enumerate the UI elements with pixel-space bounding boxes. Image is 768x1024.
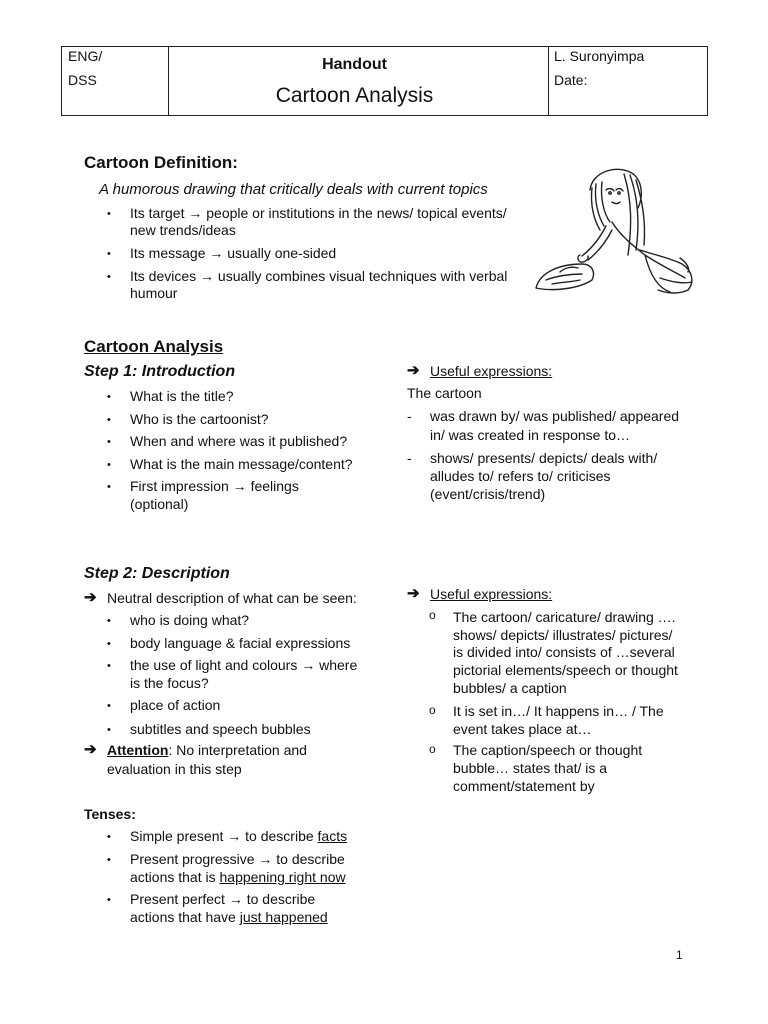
arrow-icon: ➔ [84, 741, 97, 758]
bullet: • [107, 660, 111, 672]
useful-line: shows/ presents/ depicts/ deals with/ [430, 450, 658, 466]
useful-line: The cartoon/ caricature/ drawing …. [453, 609, 676, 625]
step1-heading: Step 1: Introduction [84, 363, 236, 380]
bullet: • [107, 831, 111, 843]
header-course-code: DSS [68, 72, 97, 88]
cartoon-illustration [520, 160, 740, 320]
header-course: ENG/ [68, 48, 103, 64]
definition-item-cont: new trends/ideas [130, 222, 236, 238]
step2-lead: Neutral description of what can be seen: [107, 590, 357, 606]
attention-note [107, 742, 307, 758]
step1-item: Who is the cartoonist? [130, 411, 269, 427]
useful-line: is divided into/ consists of …several [453, 644, 675, 660]
tense-text: actions that is [130, 869, 220, 885]
useful-intro: The cartoon [407, 385, 482, 401]
dash: - [407, 408, 412, 424]
step2-item: who is doing what? [130, 612, 250, 628]
definition-subtitle: A humorous drawing that critically deals with current topics [99, 181, 488, 198]
bullet: • [107, 271, 111, 283]
definition-item: Its devices → usually combines visual techniques with verbal [130, 268, 508, 284]
useful-expressions-label: Useful expressions: [430, 586, 553, 602]
useful-expressions-label: Useful expressions: [430, 363, 553, 379]
useful-line: comment/statement by [453, 778, 595, 794]
useful-line: shows/ depicts/ illustrates/ pictures/ [453, 627, 673, 643]
bullet: • [107, 414, 111, 426]
useful-line: bubble… states that/ is a [453, 760, 608, 776]
definition-heading: Cartoon Definition: [84, 153, 238, 172]
arrow-icon: ➔ [407, 585, 420, 602]
tense-text: actions that have [130, 909, 240, 925]
step1-item: First impression → feelings [130, 478, 299, 494]
useful-line: event takes place at… [453, 721, 592, 737]
tense-text: Simple present → to describe [130, 828, 318, 844]
step2-item-cont: is the focus? [130, 675, 209, 691]
definition-item: Its message → usually one-sided [130, 245, 337, 261]
attention-label: Attention [107, 742, 169, 758]
useful-line: It is set in…/ It happens in… / The [453, 703, 664, 719]
tense-emphasis: just happened [239, 909, 328, 925]
step2-item: place of action [130, 697, 221, 713]
step2-item: body language & facial expressions [130, 635, 351, 651]
bullet: • [107, 391, 111, 403]
bullet: • [107, 638, 111, 650]
page-title: Cartoon Analysis [275, 84, 434, 107]
step1-item: What is the title? [130, 388, 234, 404]
useful-line: The caption/speech or thought [453, 742, 643, 758]
step1-item: When and where was it published? [130, 433, 348, 449]
attention-text: : No interpretation and [168, 742, 307, 758]
arrow-icon: ➔ [84, 589, 97, 606]
bullet: • [107, 894, 111, 906]
tenses-heading: Tenses: [84, 806, 136, 822]
dash: - [407, 450, 412, 466]
bullet: • [107, 481, 111, 493]
bullet: • [107, 459, 111, 471]
tense-emphasis: happening right now [219, 869, 346, 885]
step2-item: subtitles and speech bubbles [130, 721, 311, 737]
tense-item: Present progressive → to describe [130, 851, 345, 867]
bullet: • [107, 615, 111, 627]
tense-item [130, 828, 347, 844]
useful-line: was drawn by/ was published/ appeared [430, 408, 680, 424]
circle-bullet: o [429, 703, 436, 717]
useful-line: bubbles/ a caption [453, 680, 567, 696]
circle-bullet: o [429, 742, 436, 756]
analysis-heading: Cartoon Analysis [84, 337, 224, 356]
bullet: • [107, 248, 111, 260]
circle-bullet: o [429, 608, 436, 622]
bullet: • [107, 700, 111, 712]
step1-item: What is the main message/content? [130, 456, 353, 472]
definition-item: Its target → people or institutions in the news/ topical events/ [130, 205, 507, 221]
page-number: 1 [676, 948, 683, 962]
tense-item-cont [130, 869, 346, 885]
header-table [61, 46, 708, 116]
bullet: • [107, 208, 111, 220]
attention-text-cont: evaluation in this step [107, 761, 242, 777]
bullet: • [107, 436, 111, 448]
step2-heading: Step 2: Description [84, 565, 230, 582]
header-author: L. Suronyimpa [554, 48, 645, 64]
tense-item: Present perfect → to describe [130, 891, 316, 907]
definition-item-cont: humour [130, 285, 178, 301]
useful-line: pictorial elements/speech or thought [453, 662, 678, 678]
arrow-icon: ➔ [407, 362, 420, 379]
header-date: Date: [554, 72, 588, 88]
useful-line: (event/crisis/trend) [430, 486, 546, 502]
header-divider [548, 47, 549, 115]
tense-emphasis: facts [317, 828, 348, 844]
bullet: • [107, 854, 111, 866]
step2-item: the use of light and colours → where [130, 657, 358, 673]
bullet: • [107, 724, 111, 736]
tense-item-cont [130, 909, 328, 925]
handout-label: Handout [322, 56, 387, 73]
useful-line: in/ was created in response to… [430, 427, 630, 443]
step1-item-cont: (optional) [130, 496, 189, 512]
useful-line: alludes to/ refers to/ criticises [430, 468, 611, 484]
